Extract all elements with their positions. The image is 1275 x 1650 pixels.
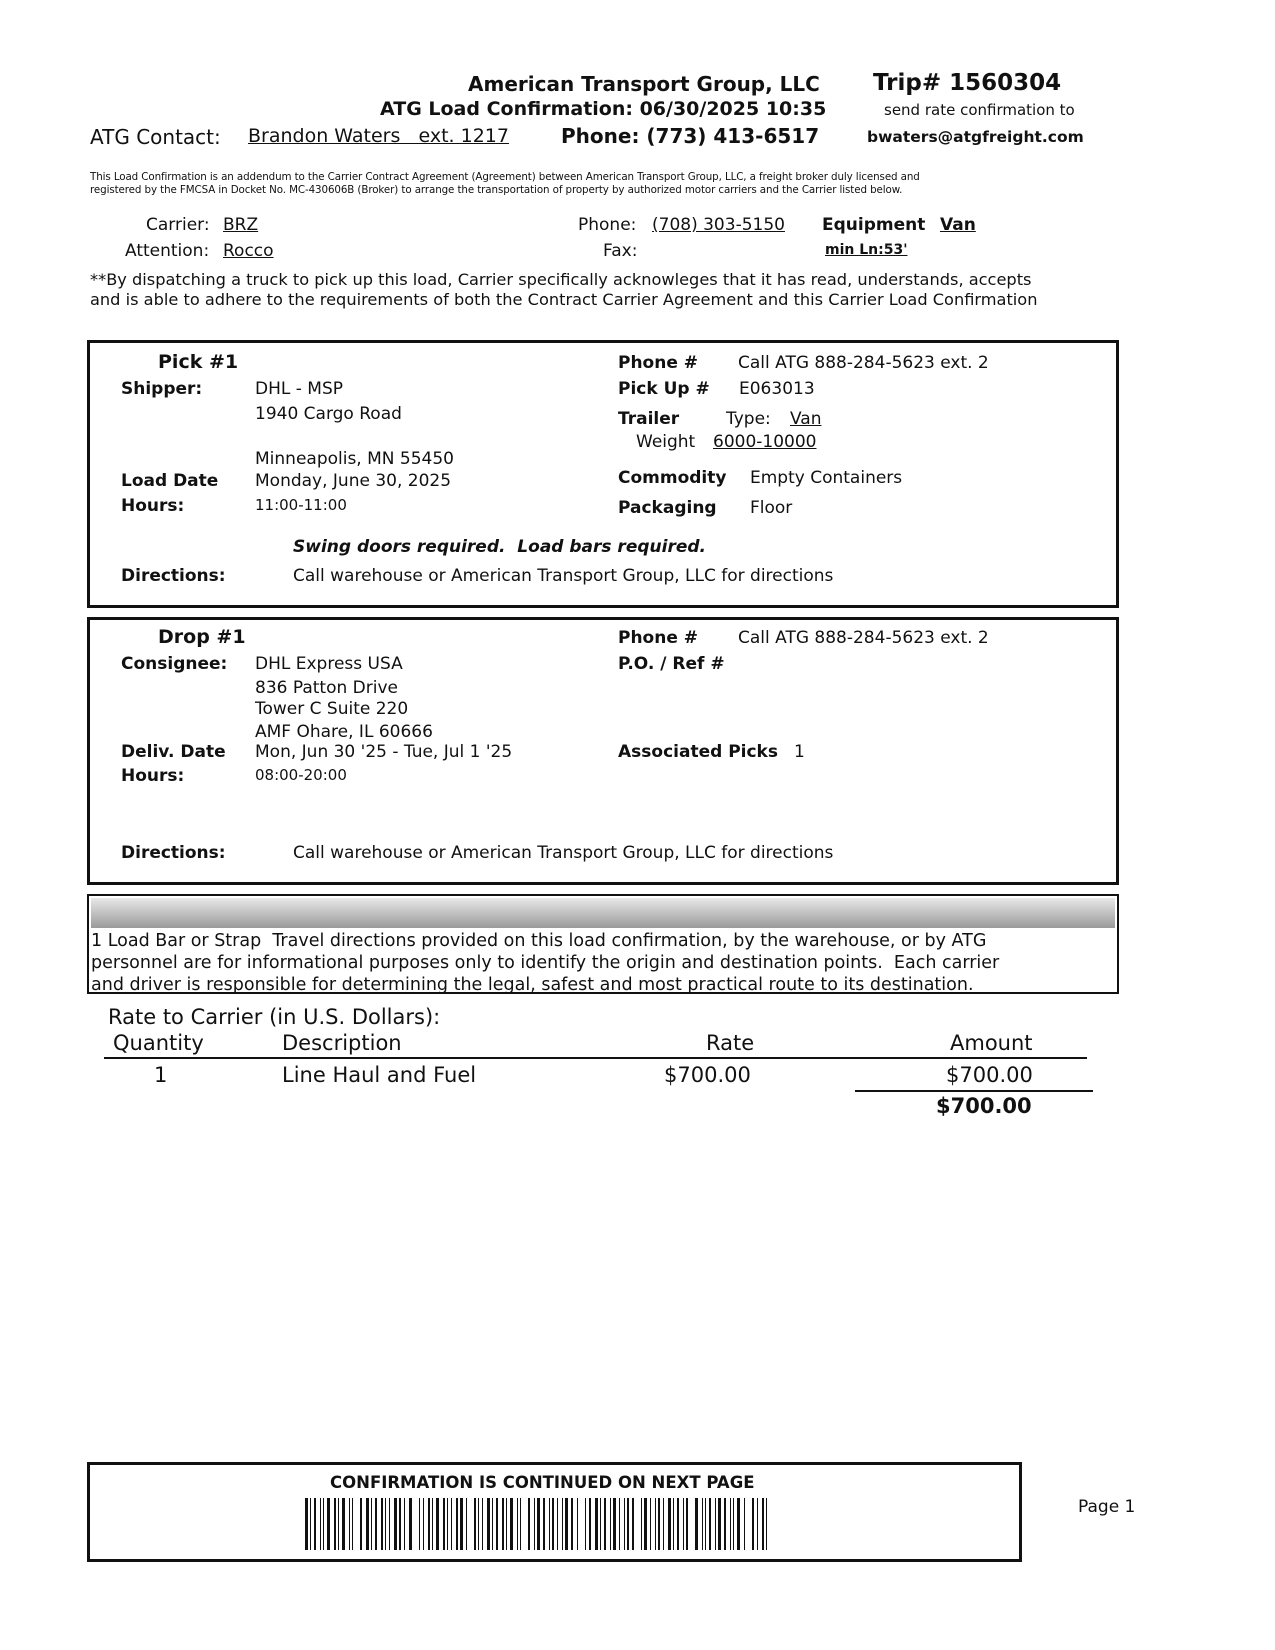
barcode-bar — [658, 1498, 660, 1550]
notes-text — [91, 930, 1091, 996]
barcode-bar — [478, 1498, 479, 1550]
barcode-bar — [683, 1498, 684, 1550]
barcode-bar — [366, 1498, 369, 1550]
shipper-city: Minneapolis, MN 55450 — [255, 449, 454, 469]
barcode-bar — [766, 1498, 767, 1550]
carrier-label: Carrier: — [146, 215, 210, 235]
barcode-bar — [702, 1498, 703, 1550]
associated-picks-value: 1 — [794, 742, 805, 762]
pickup-number-label: Pick Up # — [618, 379, 710, 399]
ack-line-1: **By dispatching a truck to pick up this load, Carrier specifically acknowleges that it has read, understands, accepts — [90, 270, 1032, 289]
rate-title: Rate to Carrier (in U.S. Dollars): — [108, 1005, 441, 1029]
deliv-date: Mon, Jun 30 '25 - Tue, Jul 1 '25 — [255, 742, 513, 762]
company-name: American Transport Group, LLC — [468, 72, 820, 96]
barcode-bar — [510, 1498, 513, 1550]
barcode-bar — [385, 1498, 386, 1550]
barcode-bar — [447, 1498, 448, 1550]
barcode-bar — [399, 1498, 401, 1550]
barcode-bar — [562, 1498, 563, 1550]
barcode-bar — [534, 1498, 535, 1550]
barcode-bar — [381, 1498, 383, 1550]
barcode-bar — [677, 1498, 679, 1550]
barcode-bar — [762, 1498, 764, 1550]
equipment-label: Equipment — [822, 215, 926, 235]
notes-header-bar — [91, 898, 1115, 928]
barcode-bar — [730, 1498, 731, 1550]
barcode-bar — [360, 1498, 362, 1550]
barcode-bar — [619, 1498, 620, 1550]
row-amount: $700.00 — [946, 1063, 1033, 1087]
barcode-bar — [543, 1498, 545, 1550]
total-amount: $700.00 — [936, 1094, 1032, 1118]
barcode-bar — [404, 1498, 405, 1550]
barcode-bar — [305, 1498, 308, 1550]
barcode-bar — [371, 1498, 372, 1550]
barcode-bar — [460, 1498, 463, 1550]
pick-phone-label: Phone # — [618, 353, 699, 373]
rate-header-rule — [104, 1057, 1087, 1059]
barcode-bar — [686, 1498, 688, 1550]
col-rate: Rate — [706, 1031, 755, 1055]
consignee-address-1: 836 Patton Drive — [255, 678, 398, 698]
ack-line-2: and is able to adhere to the requirements of both the Contract Carrier Agreement and this Carrier Load Confirmation — [90, 290, 1038, 309]
barcode-bar — [443, 1498, 445, 1550]
col-description: Description — [282, 1031, 402, 1055]
row-quantity: 1 — [154, 1063, 168, 1087]
commodity-label: Commodity — [618, 468, 727, 488]
barcode-bar — [724, 1498, 726, 1550]
pick-section — [87, 340, 1119, 608]
barcode — [305, 1498, 770, 1550]
barcode-bar — [737, 1498, 740, 1550]
barcode-bar — [349, 1498, 350, 1550]
packaging-label: Packaging — [618, 498, 717, 518]
barcode-bar — [715, 1498, 716, 1550]
pick-hours-label: Hours: — [121, 496, 185, 516]
barcode-bar — [375, 1498, 377, 1550]
consignee-name: DHL Express USA — [255, 654, 403, 674]
weight-label: Weight — [636, 432, 696, 452]
drop-phone-label: Phone # — [618, 628, 699, 648]
barcode-bar — [595, 1498, 598, 1550]
trailer-label: Trailer — [618, 409, 680, 429]
continued-box — [87, 1462, 1022, 1562]
carrier-value: BRZ — [223, 215, 259, 235]
shipper-name: DHL - MSP — [255, 379, 343, 399]
barcode-bar — [571, 1498, 573, 1550]
barcode-bar — [718, 1498, 721, 1550]
barcode-bar — [320, 1498, 321, 1550]
col-amount: Amount — [950, 1031, 1033, 1055]
notes-line-2: personnel are for informational purposes only to identify the origin and destination points. Each carrier — [91, 953, 1000, 973]
barcode-bar — [577, 1498, 578, 1550]
barcode-bar — [502, 1498, 504, 1550]
drop-directions-label: Directions: — [121, 843, 226, 863]
load-date: Monday, June 30, 2025 — [255, 471, 452, 491]
barcode-bar — [517, 1498, 518, 1550]
trailer-type-label: Type: — [726, 409, 771, 429]
barcode-bar — [565, 1498, 568, 1550]
barcode-bar — [585, 1498, 586, 1550]
barcode-bar — [520, 1498, 521, 1550]
consignee-address-2: Tower C Suite 220 — [255, 699, 409, 719]
barcode-bar — [419, 1498, 420, 1550]
row-rate: $700.00 — [664, 1063, 751, 1087]
barcode-bar — [733, 1498, 734, 1550]
pickup-number: E063013 — [739, 379, 815, 399]
barcode-bar — [334, 1498, 336, 1550]
barcode-bar — [668, 1498, 671, 1550]
barcode-bar — [709, 1498, 711, 1550]
barcode-bar — [549, 1498, 550, 1550]
contact-phone: Phone: (773) 413-6517 — [561, 124, 820, 148]
barcode-bar — [673, 1498, 674, 1550]
barcode-bar — [705, 1498, 706, 1550]
pick-directions: Call warehouse or American Transport Group, LLC for directions — [293, 566, 834, 586]
barcode-bar — [600, 1498, 601, 1550]
barcode-bar — [610, 1498, 611, 1550]
disclaimer-line-1: This Load Confirmation is an addendum to the Carrier Contract Agreement (Agreement) between American Transport Group, LLC, a freight broker duly licensed and — [90, 171, 920, 183]
barcode-bar — [492, 1498, 493, 1550]
drop-section — [87, 617, 1119, 885]
barcode-bar — [537, 1498, 540, 1550]
pick-title: Pick #1 — [158, 351, 239, 373]
pick-directions-label: Directions: — [121, 566, 226, 586]
barcode-bar — [624, 1498, 625, 1550]
barcode-bar — [432, 1498, 433, 1550]
attention-value: Rocco — [223, 241, 274, 261]
disclaimer-line-2: registered by the FMCSA in Docket No. MC-430606B (Broker) to arrange the transportation of property by authorized motor carriers and the Carrier listed below. — [90, 184, 903, 196]
pick-phone: Call ATG 888-284-5623 ext. 2 — [738, 353, 989, 373]
barcode-bar — [496, 1498, 498, 1550]
drop-title: Drop #1 — [158, 626, 246, 648]
barcode-bar — [655, 1498, 656, 1550]
drop-hours-label: Hours: — [121, 766, 185, 786]
notes-line-3: and driver is responsible for determining the legal, safest and most practical route to its destination. — [91, 975, 974, 995]
barcode-bar — [310, 1498, 311, 1550]
barcode-bar — [466, 1498, 467, 1550]
barcode-bar — [604, 1498, 606, 1550]
commodity-value: Empty Containers — [750, 468, 903, 488]
contact-label: ATG Contact: — [90, 125, 221, 149]
trip-number: Trip# 1560304 — [873, 70, 1062, 96]
carrier-phone-label: Phone: — [578, 215, 637, 235]
weight-value: 6000-10000 — [713, 432, 817, 452]
barcode-bar — [744, 1498, 745, 1550]
drop-phone: Call ATG 888-284-5623 ext. 2 — [738, 628, 989, 648]
barcode-bar — [327, 1498, 330, 1550]
deliv-date-label: Deliv. Date — [121, 742, 226, 762]
barcode-bar — [589, 1498, 591, 1550]
barcode-bar — [423, 1498, 424, 1550]
po-ref-label: P.O. / Ref # — [618, 654, 725, 674]
continued-text: CONFIRMATION IS CONTINUED ON NEXT PAGE — [330, 1473, 755, 1492]
barcode-bar — [552, 1498, 554, 1550]
load-date-label: Load Date — [121, 471, 219, 491]
carrier-fax-label: Fax: — [603, 241, 638, 261]
barcode-bar — [752, 1498, 754, 1550]
consignee-label: Consignee: — [121, 654, 228, 674]
barcode-bar — [394, 1498, 397, 1550]
drop-hours: 08:00-20:00 — [255, 766, 347, 784]
barcode-bar — [663, 1498, 664, 1550]
barcode-bar — [487, 1498, 490, 1550]
barcode-bar — [757, 1498, 758, 1550]
barcode-bar — [506, 1498, 507, 1550]
barcode-bar — [342, 1498, 345, 1550]
shipper-label: Shipper: — [121, 379, 203, 399]
pick-hours: 11:00-11:00 — [255, 496, 347, 514]
equipment-value: Van — [940, 215, 976, 235]
barcode-bar — [409, 1498, 412, 1550]
total-rule — [855, 1090, 1093, 1092]
row-description: Line Haul and Fuel — [282, 1063, 477, 1087]
barcode-bar — [632, 1498, 634, 1550]
barcode-bar — [451, 1498, 452, 1550]
barcode-bar — [627, 1498, 629, 1550]
barcode-bar — [428, 1498, 430, 1550]
barcode-bar — [528, 1498, 530, 1550]
barcode-bar — [389, 1498, 390, 1550]
barcode-bar — [314, 1498, 316, 1550]
carrier-phone-value: (708) 303-5150 — [652, 215, 785, 235]
barcode-bar — [338, 1498, 339, 1550]
barcode-bar — [644, 1498, 647, 1550]
barcode-bar — [641, 1498, 642, 1550]
contact-email[interactable]: bwaters@atgfreight.com — [867, 128, 1084, 146]
associated-picks-label: Associated Picks — [618, 742, 778, 762]
col-quantity: Quantity — [113, 1031, 204, 1055]
barcode-bar — [436, 1498, 439, 1550]
attention-label: Attention: — [125, 241, 210, 261]
barcode-bar — [613, 1498, 616, 1550]
min-length: min Ln:53' — [825, 242, 908, 258]
consignee-city: AMF Ohare, IL 60666 — [255, 722, 433, 742]
barcode-bar — [650, 1498, 651, 1550]
barcode-bar — [323, 1498, 324, 1550]
notes-section — [87, 894, 1119, 994]
page-number: Page 1 — [1078, 1497, 1136, 1517]
barcode-bar — [557, 1498, 558, 1550]
barcode-bar — [695, 1498, 698, 1550]
barcode-bar — [456, 1498, 458, 1550]
confirmation-timestamp: ATG Load Confirmation: 06/30/2025 10:35 — [380, 98, 827, 120]
barcode-bar — [474, 1498, 476, 1550]
trailer-type: Van — [790, 409, 822, 429]
packaging-value: Floor — [750, 498, 793, 518]
contact-name: Brandon Waters ext. 1217 — [248, 125, 509, 147]
notes-line-1: 1 Load Bar or Strap Travel directions provided on this load confirmation, by the warehouse, or by ATG — [91, 931, 987, 951]
send-note: send rate confirmation to — [884, 101, 1075, 119]
pick-notice: Swing doors required. Load bars required. — [293, 537, 706, 557]
shipper-address: 1940 Cargo Road — [255, 404, 402, 424]
barcode-bar — [352, 1498, 353, 1550]
barcode-bar — [482, 1498, 483, 1550]
drop-directions: Call warehouse or American Transport Group, LLC for directions — [293, 843, 834, 863]
